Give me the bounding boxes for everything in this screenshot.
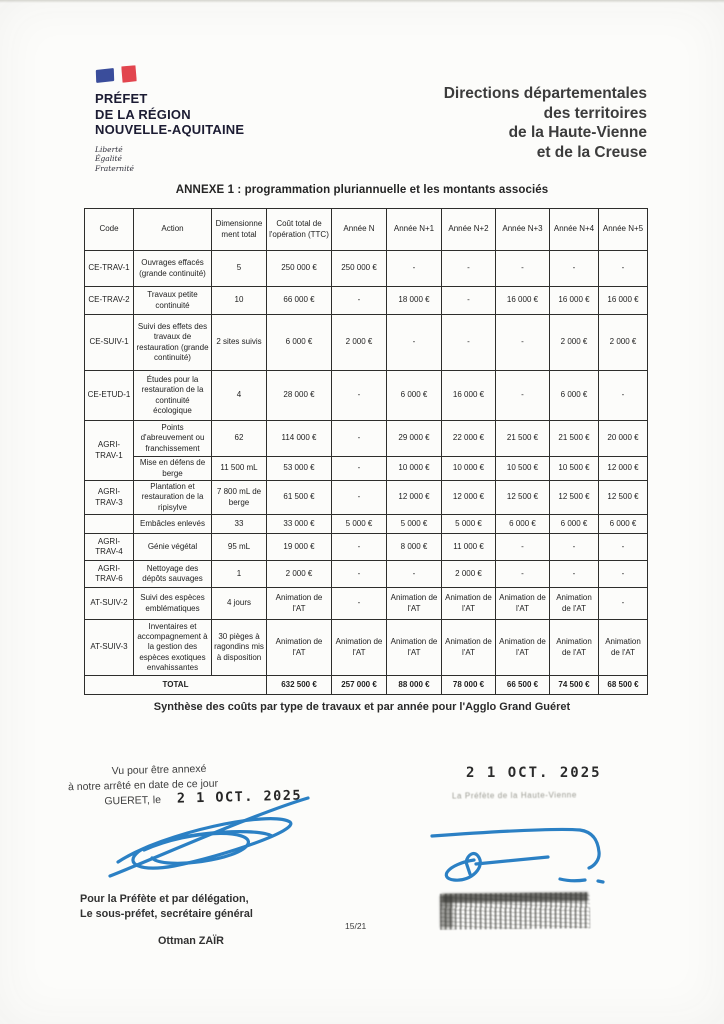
table-cell: - <box>332 588 387 620</box>
table-cell: 5 <box>212 251 267 287</box>
table-row <box>85 515 648 534</box>
table-cell: Animation de l'AT <box>442 620 496 676</box>
signature-stroke <box>432 829 599 868</box>
action-cell: Embâcles enlevés <box>134 515 212 534</box>
table-cell: - <box>496 251 550 287</box>
action-cell: Plantation et restauration de la ripisylve <box>134 481 212 515</box>
table-cell: 29 000 € <box>387 421 442 457</box>
table-header-row <box>85 209 648 251</box>
table-cell: 16 000 € <box>442 371 496 421</box>
signature-stroke <box>560 879 585 881</box>
table-row <box>85 287 648 315</box>
table-cell: 2 000 € <box>550 315 599 371</box>
code-cell: AGRI-TRAV-6 <box>85 561 134 588</box>
code-cell <box>85 515 134 534</box>
signature-right <box>428 820 663 892</box>
table-cell: 250 000 € <box>267 251 332 287</box>
stamp-line: Vu pour être annexé <box>111 762 207 778</box>
table-cell: 6 000 € <box>387 371 442 421</box>
table-cell: 2 000 € <box>599 315 648 371</box>
gov-logo <box>95 64 315 173</box>
table-cell: Animation de l'AT <box>387 588 442 620</box>
table-cell: Animation de l'AT <box>550 588 599 620</box>
delegation-block <box>80 892 253 949</box>
action-cell: Mise en défens de berge <box>134 457 212 481</box>
signature-stroke <box>598 881 603 882</box>
table-cell: - <box>599 561 648 588</box>
table-cell: 10 500 € <box>496 457 550 481</box>
code-cell: AGRI-TRAV-4 <box>85 534 134 561</box>
action-cell: Nettoyage des dépôts sauvages <box>134 561 212 588</box>
action-cell: Études pour la restauration de la continuité écologique <box>134 371 212 421</box>
col-header-annee-n3: Année N+3 <box>496 209 550 251</box>
table-cell: - <box>442 251 496 287</box>
action-cell: Points d'abreuvement ou franchissement <box>134 421 212 457</box>
total-label-cell: TOTAL <box>85 676 267 695</box>
table-cell: - <box>442 287 496 315</box>
motto-line: Égalité <box>95 154 122 163</box>
table-cell: 2 sites suivis <box>212 315 267 371</box>
table-cell: - <box>332 481 387 515</box>
table-cell: - <box>599 588 648 620</box>
table-cell: 12 000 € <box>599 457 648 481</box>
table-cell: 62 <box>212 421 267 457</box>
header-right-line: et de la Creuse <box>536 143 647 161</box>
delegation-line: Le sous-préfet, secrétaire général <box>80 907 253 920</box>
code-cell: CE-TRAV-1 <box>85 251 134 287</box>
table-cell: 30 pièges à ragondins mis à disposition <box>212 620 267 676</box>
col-header-annee-n: Année N <box>332 209 387 251</box>
table-cell: 33 <box>212 515 267 534</box>
table-cell: 16 000 € <box>550 287 599 315</box>
code-cell: CE-SUIV-1 <box>85 315 134 371</box>
table-cell: Animation de l'AT <box>599 620 648 676</box>
table-cell: 11 500 mL <box>212 457 267 481</box>
table-cell: 66 000 € <box>267 287 332 315</box>
table-cell: 61 500 € <box>267 481 332 515</box>
signature-stroke <box>476 857 548 864</box>
table-cell: - <box>550 561 599 588</box>
total-cell: 78 000 € <box>442 676 496 695</box>
signature-stroke <box>144 833 248 863</box>
action-cell: Génie végétal <box>134 534 212 561</box>
logo-line: NOUVELLE-AQUITAINE <box>95 122 245 137</box>
table-cell: 7 800 mL de berge <box>212 481 267 515</box>
logo-line: PRÉFET <box>95 91 148 106</box>
table-cell: - <box>442 315 496 371</box>
table-cell: - <box>387 251 442 287</box>
table-cell: 2 000 € <box>442 561 496 588</box>
total-cell: 74 500 € <box>550 676 599 695</box>
table-cell: - <box>332 371 387 421</box>
table-cell: 33 000 € <box>267 515 332 534</box>
table-row <box>85 561 648 588</box>
col-header-annee-n1: Année N+1 <box>387 209 442 251</box>
stamp-line: à notre arrêté en date de ce jour <box>67 777 219 793</box>
table-cell: 21 500 € <box>550 421 599 457</box>
table-cell: - <box>332 561 387 588</box>
table-total-row <box>85 676 648 695</box>
table-cell: 10 000 € <box>387 457 442 481</box>
table-cell: 53 000 € <box>267 457 332 481</box>
table-cell: 10 500 € <box>550 457 599 481</box>
table-cell: 11 000 € <box>442 534 496 561</box>
table-cell: 16 000 € <box>599 287 648 315</box>
code-cell: AT-SUIV-3 <box>85 620 134 676</box>
col-header-annee-n5: Année N+5 <box>599 209 648 251</box>
table-row <box>85 481 648 515</box>
table-cell: 4 jours <box>212 588 267 620</box>
delegation-line: Pour la Préfète et par délégation, <box>80 893 249 905</box>
table-cell: - <box>599 534 648 561</box>
table-row <box>85 315 648 371</box>
action-cell: Inventaires et accompagnement à la gestion des espèces exotiques envahissantes <box>134 620 212 676</box>
table-row <box>85 620 648 676</box>
logo-line: DE LA RÉGION <box>95 106 191 122</box>
french-flag-icon <box>95 64 141 86</box>
table-cell: - <box>550 251 599 287</box>
table-cell: 4 <box>212 371 267 421</box>
table-cell: Animation de l'AT <box>387 620 442 676</box>
table-cell: - <box>550 534 599 561</box>
table-cell: 6 000 € <box>550 371 599 421</box>
table-cell: 12 000 € <box>442 481 496 515</box>
table-cell: 12 500 € <box>496 481 550 515</box>
table-cell: 5 000 € <box>442 515 496 534</box>
flag-blue-band <box>96 68 114 83</box>
table-cell: 12 000 € <box>387 481 442 515</box>
table-cell: 5 000 € <box>332 515 387 534</box>
signature-stroke <box>446 854 480 881</box>
table-cell: 10 <box>212 287 267 315</box>
stamp-place-label: GUERET, le <box>104 794 162 808</box>
logo-motto <box>95 145 315 174</box>
table-cell: Animation de l'AT <box>267 620 332 676</box>
table-cell: 12 500 € <box>550 481 599 515</box>
action-cell: Suivi des effets des travaux de restauration (grande continuité) <box>134 315 212 371</box>
table-row <box>85 251 648 287</box>
action-cell: Travaux petite continuité <box>134 287 212 315</box>
code-cell: AGRI-TRAV-1 <box>85 421 134 481</box>
motto-line: Liberté <box>95 144 123 154</box>
table-cell: 22 000 € <box>442 421 496 457</box>
table-cell: 2 000 € <box>332 315 387 371</box>
table-cell: 250 000 € <box>332 251 387 287</box>
table-cell: - <box>332 287 387 315</box>
col-header-annee-n2: Année N+2 <box>442 209 496 251</box>
table-row <box>85 588 648 620</box>
synthesis-subtitle: Synthèse des coûts par type de travaux et par année pour l'Agglo Grand Guéret <box>153 701 571 713</box>
table-cell: 18 000 € <box>387 287 442 315</box>
header-right <box>444 84 647 162</box>
total-cell: 88 000 € <box>387 676 442 695</box>
table-cell: - <box>332 421 387 457</box>
col-header-code: Code <box>85 209 134 251</box>
table-cell: 6 000 € <box>550 515 599 534</box>
table-cell: - <box>387 561 442 588</box>
total-cell: 257 000 € <box>332 676 387 695</box>
flag-red-band <box>121 65 138 84</box>
motto-line: Fraternité <box>95 163 134 173</box>
table-cell: - <box>332 534 387 561</box>
right-date-stamp: 2 1 OCT. 2025 <box>466 765 602 781</box>
code-cell: AT-SUIV-2 <box>85 588 134 620</box>
code-cell: AGRI-TRAV-3 <box>85 481 134 515</box>
table-cell: Animation de l'AT <box>267 588 332 620</box>
table-cell: 114 000 € <box>267 421 332 457</box>
table-cell: - <box>496 315 550 371</box>
col-header-annee-n4: Année N+4 <box>550 209 599 251</box>
table-cell: 1 <box>212 561 267 588</box>
code-cell: CE-ETUD-1 <box>85 371 134 421</box>
header-right-line: des territoires <box>543 104 647 122</box>
table-row <box>85 534 648 561</box>
table-cell: - <box>387 315 442 371</box>
table-cell: - <box>496 371 550 421</box>
table-cell: - <box>496 561 550 588</box>
table-cell: 16 000 € <box>496 287 550 315</box>
col-header-dimension: Dimensionnement total <box>212 209 267 251</box>
table-cell: 20 000 € <box>599 421 648 457</box>
action-cell: Suivi des espèces emblématiques <box>134 588 212 620</box>
table-cell: Animation de l'AT <box>496 588 550 620</box>
table-cell: Animation de l'AT <box>496 620 550 676</box>
col-header-action: Action <box>134 209 212 251</box>
table-row <box>85 421 648 457</box>
right-stamp-subline: La Préfète de la Haute-Vienne <box>451 790 577 801</box>
table-cell: Animation de l'AT <box>550 620 599 676</box>
programme-table <box>84 208 648 695</box>
table-cell: - <box>599 251 648 287</box>
table-cell: Animation de l'AT <box>332 620 387 676</box>
table-cell: 95 mL <box>212 534 267 561</box>
header-right-line: de la Haute-Vienne <box>508 124 647 141</box>
annexe-title: ANNEXE 1 : programmation pluriannuelle et les montants associés <box>175 184 549 196</box>
header-right-line: Directions départementales <box>443 85 647 102</box>
table-cell: 12 500 € <box>599 481 648 515</box>
signature-left <box>104 792 319 896</box>
table-cell: - <box>599 371 648 421</box>
signature-stroke <box>110 798 308 876</box>
col-header-cout: Coût total de l'opération (TTC) <box>267 209 332 251</box>
table-cell: 6 000 € <box>599 515 648 534</box>
table-cell: 28 000 € <box>267 371 332 421</box>
table-cell: - <box>496 534 550 561</box>
table-cell: 8 000 € <box>387 534 442 561</box>
total-cell: 632 500 € <box>267 676 332 695</box>
table-row <box>85 371 648 421</box>
action-cell: Ouvrages effacés (grande continuité) <box>134 251 212 287</box>
table-cell: 5 000 € <box>387 515 442 534</box>
total-cell: 66 500 € <box>496 676 550 695</box>
table-cell: Animation de l'AT <box>442 588 496 620</box>
table-cell: 10 000 € <box>442 457 496 481</box>
table-cell: 6 000 € <box>496 515 550 534</box>
page-number: 15/21 <box>345 921 367 931</box>
table-cell: 2 000 € <box>267 561 332 588</box>
table-cell: 21 500 € <box>496 421 550 457</box>
illegible-stamp <box>440 892 590 930</box>
left-date-stamp: 2 1 OCT. 2025 <box>176 787 303 807</box>
logo-text <box>95 91 315 138</box>
table-row <box>85 457 648 481</box>
total-cell: 68 500 € <box>599 676 648 695</box>
table-cell: 6 000 € <box>267 315 332 371</box>
table-cell: - <box>332 457 387 481</box>
table-cell: 19 000 € <box>267 534 332 561</box>
code-cell: CE-TRAV-2 <box>85 287 134 315</box>
signatory-name: Ottman ZAÏR <box>158 935 224 947</box>
